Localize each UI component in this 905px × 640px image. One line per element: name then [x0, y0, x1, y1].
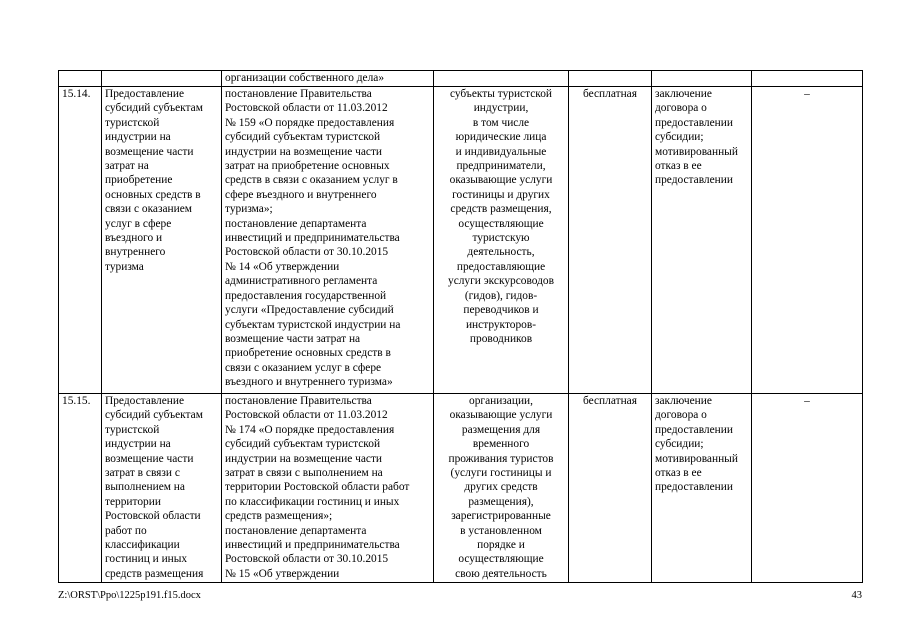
cell-service: Предоставление субсидий субъектам туристской индустрии на возмещение части затрат в связи с выполнением на территории Ростовской области работ по классификации гостиниц и иных средств размещения	[102, 394, 222, 583]
regulation-table	[58, 70, 863, 583]
cell-extra: –	[752, 87, 863, 394]
cell-number: 15.14.	[59, 87, 102, 394]
page-number: 43	[851, 590, 862, 601]
table-row	[59, 394, 863, 583]
table-row	[59, 87, 863, 394]
cell-result: заключение договора о предоставлении субсидии; мотивированный отказ в ее предоставлении	[652, 87, 752, 394]
cell-service: Предоставление субсидий субъектам туристской индустрии на возмещение части затрат на приобретение основных средств в связи с оказанием услуг в сфере въездного и внутреннего туризма	[102, 87, 222, 394]
cell-recipients: организации, оказывающие услуги размещения для временного проживания туристов (услуги гостиницы и других средств размещения), зарегистрированные в установленном порядке и осуществляющие свою деятельность	[434, 394, 569, 583]
cell-legal-basis: постановление Правительства Ростовской области от 11.03.2012 № 159 «О порядке предоставления субсидий субъектам туристской индустрии на возмещение части затрат на приобретение основных средств в связи с оказанием услуг в сфере въездного и внутреннего туризма»; постановление департамента инвестиций и предпринимательства Ростовской области от 30.10.2015 № 14 «Об утверждении административного регламента предоставления государственной услуги «Предоставление субсидий субъектам туристской индустрии на возмещение части затрат на приобретение основных средств в связи с оказанием услуг в сфере въездного и внутреннего туризма»	[222, 87, 434, 394]
cell-result: заключение договора о предоставлении субсидии; мотивированный отказ в ее предоставлении	[652, 394, 752, 583]
cell-payment: бесплатная	[569, 394, 652, 583]
cell-legal-basis: организации собственного дела»	[222, 71, 434, 87]
cell-legal-basis: постановление Правительства Ростовской области от 11.03.2012 № 174 «О порядке предоставления субсидий субъектам туристской индустрии на возмещение части затрат в связи с выполнением на территории Ростовской области работ по классификации гостиниц и иных средств размещения»; постановление департамента инвестиций и предпринимательства Ростовской области от 30.10.2015 № 15 «Об утверждении	[222, 394, 434, 583]
footer-file-path: Z:\ORST\Ppo\1225p191.f15.docx	[58, 590, 201, 601]
cell-extra: –	[752, 394, 863, 583]
cell-payment	[569, 71, 652, 87]
cell-recipients: субъекты туристской индустрии, в том числе юридические лица и индивидуальные предприниматели, оказывающие услуги гостиницы и других средств размещения, осуществляющие туристскую деятельность, предоставляющие услуги экскурсоводов (гидов), гидов- переводчиков и инструкторов- проводников	[434, 87, 569, 394]
cell-payment: бесплатная	[569, 87, 652, 394]
cell-number: 15.15.	[59, 394, 102, 583]
cell-result	[652, 71, 752, 87]
table-row-continuation	[59, 71, 863, 87]
cell-extra	[752, 71, 863, 87]
cell-service	[102, 71, 222, 87]
cell-number	[59, 71, 102, 87]
cell-recipients	[434, 71, 569, 87]
